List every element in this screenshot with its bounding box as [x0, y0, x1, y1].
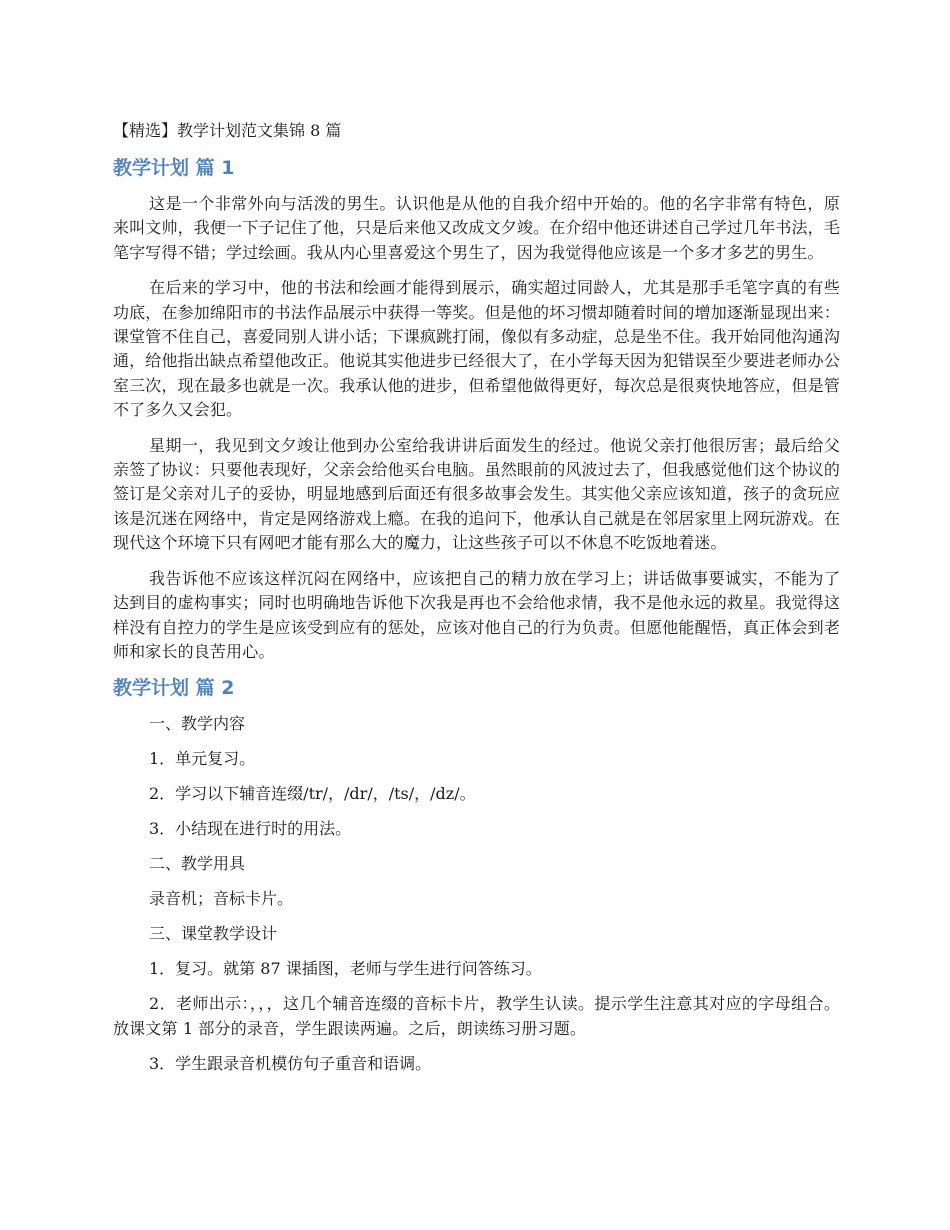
teaching-tools-title: 二、教学用具 [149, 854, 246, 874]
section-1-paragraph-1: 这是一个非常外向与活泼的男生。认识他是从他的自我介绍中开始的。他的名字非常有特色，原来叫文帅，我便一下子记住了他，只是后来他又改成文夕竣。在介绍中他还讲述自己学过几年书法，毛笔字写得不错；学过绘画。我从内心里喜爱这个男生了，因为我觉得他应该是一个多才多艺的男生。 [113, 194, 840, 262]
document-page [113, 120, 840, 1087]
section-1-paragraph-2: 在后来的学习中，他的书法和绘画才能得到展示，确实超过同龄人，尤其是那手毛笔字真的有些功底，在参加绵阳市的书法作品展示中获得一等奖。但是他的坏习惯却随着时间的增加逐渐显现出来：课堂管不住自己，喜爱同别人讲小话；下课疯跳打闹，像似有多动症，总是坐不住。我开始同他沟通沟通，给他指出缺点希望他改正。他说其实他进步已经很大了，在小学每天因为犯错误至少要进老师办公室三次，现在最多也就是一次。我承认他的进步，但希望他做得更好，每次总是很爽快地答应，但是管不了多久又会犯。 [113, 278, 840, 420]
section-1-heading: 教学计划 篇 1 [113, 157, 235, 179]
design-step-2: 2．老师出示：，，，这几个辅音连缀的音标卡片，教学生认读。提示学生注意其对应的字母组合。放课文第 1 部分的录音，学生跟读两遍。之后，朗读练习册习题。 [113, 994, 840, 1038]
section-2 [113, 676, 840, 1076]
classroom-design-title: 三、课堂教学设计 [149, 924, 278, 944]
design-step-1: 1．复习。就第 87 课插图，老师与学生进行问答练习。 [149, 959, 542, 979]
design-step-3: 3．学生跟录音机模仿句子重音和语调。 [149, 1054, 432, 1074]
content-item-1: 1．单元复习。 [149, 749, 256, 769]
teaching-tools-text: 录音机；音标卡片。 [149, 889, 294, 909]
teaching-content-title: 一、教学内容 [149, 714, 246, 734]
section-1-paragraph-3: 星期一，我见到文夕竣让他到办公室给我讲讲后面发生的经过。他说父亲打他很厉害；最后给父亲签了协议：只要他表现好，父亲会给他买台电脑。虽然眼前的风波过去了，但我感觉他们这个协议的签订是父亲对儿子的妥协，明显地感到后面还有很多故事会发生。其实他父亲应该知道，孩子的贪玩应该是沉迷在网络中，肯定是网络游戏上瘾。在我的追问下，他承认自己就是在邻居家里上网玩游戏。在现代这个环境下只有网吧才能有那么大的魔力，让这些孩子可以不休息不吃饭地着迷。 [113, 435, 840, 553]
section-2-heading: 教学计划 篇 2 [113, 677, 235, 700]
content-item-3: 3．小结现在进行时的用法。 [149, 819, 352, 839]
document-title: 【精选】教学计划范文集锦 8 篇 [113, 121, 342, 140]
section-1-paragraph-4: 我告诉他不应该这样沉闷在网络中，应该把自己的精力放在学习上；讲话做事要诚实，不能为了达到目的虚构事实；同时也明确地告诉他下次我是再也不会给他求情，我不是他永远的救星。我觉得这样没有自控力的学生是应该受到应有的惩处，应该对他自己的行为负责。但愿他能醒悟，真正体会到老师和家长的良苦用心。 [113, 568, 840, 661]
content-item-2: 2．学习以下辅音连缀/tr/，/dr/，/ts/，/dz/。 [149, 784, 476, 804]
section-1 [113, 156, 840, 664]
